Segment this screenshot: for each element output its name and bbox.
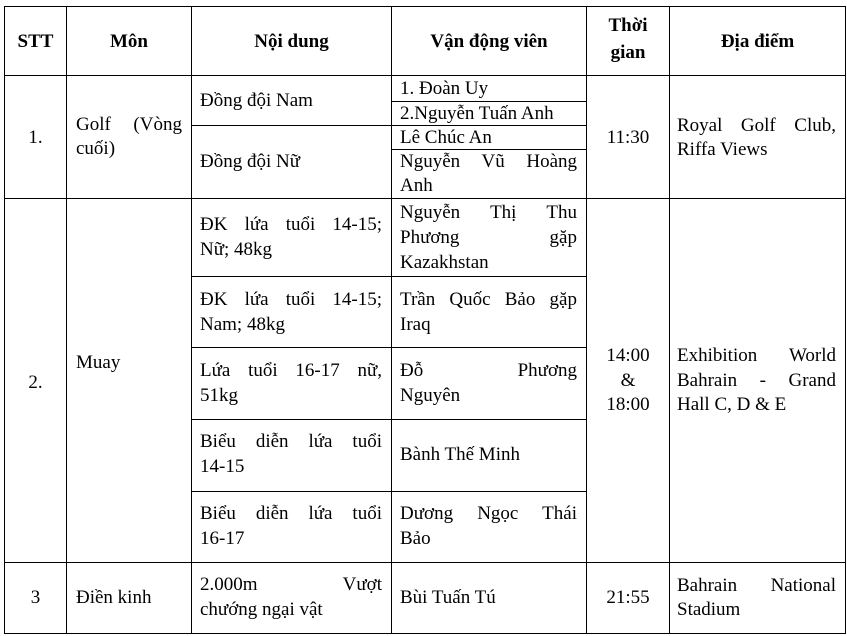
header-noi-dung: Nội dung bbox=[254, 31, 329, 52]
header-stt: STT bbox=[17, 31, 54, 52]
row1-venue: Royal Golf Club, bbox=[677, 115, 836, 136]
rule-row2-bottom bbox=[4, 562, 846, 563]
row2-item4-noi-dung: Biểu diễn lứa tuổi bbox=[200, 431, 382, 452]
row2-time-2: 18:00 bbox=[606, 394, 650, 415]
row1-mon: Golf (Vòng bbox=[76, 114, 182, 135]
header-dia-diem: Địa điểm bbox=[720, 31, 795, 52]
row2-item4-vdv: Bành Thế Minh bbox=[400, 444, 520, 465]
row2-item1-noi-dung-2: Nữ; 48kg bbox=[200, 239, 273, 260]
rule-muay-3 bbox=[191, 419, 586, 420]
row2-item1-vdv-2: Phương gặp bbox=[400, 227, 577, 248]
row1-noi-dung-nam: Đồng đội Nam bbox=[200, 90, 313, 111]
row2-item3-vdv-2: Nguyên bbox=[400, 385, 461, 406]
row2-item3-vdv: Đỗ Phương bbox=[400, 360, 577, 381]
row1-mon-2: cuối) bbox=[76, 138, 116, 159]
col-rule-1 bbox=[66, 6, 67, 634]
row3-noi-dung: 2.000m Vượt bbox=[200, 574, 382, 595]
row3-stt: 3 bbox=[30, 587, 41, 608]
rule-top bbox=[4, 6, 846, 7]
row2-item5-vdv-2: Bảo bbox=[400, 528, 431, 549]
row2-venue: Exhibition World bbox=[677, 345, 836, 366]
header-mon: Môn bbox=[110, 31, 148, 52]
row2-item1-vdv-3: Kazakhstan bbox=[400, 252, 489, 273]
row1-athlete-4-cont: Anh bbox=[400, 175, 433, 196]
col-rule-6 bbox=[845, 6, 846, 634]
row2-item2-vdv: Trần Quốc Bảo gặp bbox=[400, 289, 577, 310]
row2-mon: Muay bbox=[76, 352, 121, 373]
row3-mon: Điền kinh bbox=[76, 587, 152, 608]
header-van-dong-vien: Vận động viên bbox=[430, 31, 548, 52]
row2-item5-noi-dung-2: 16-17 bbox=[200, 528, 245, 549]
col-rule-3 bbox=[391, 6, 392, 634]
row2-item4-noi-dung-2: 14-15 bbox=[200, 456, 245, 477]
rule-muay-1 bbox=[191, 276, 586, 277]
row3-noi-dung-2: chướng ngại vật bbox=[200, 599, 323, 620]
row1-athlete-3: Lê Chúc An bbox=[400, 127, 492, 148]
row2-item2-noi-dung: ĐK lứa tuổi 14-15; bbox=[200, 289, 382, 310]
col-rule-5 bbox=[669, 6, 670, 634]
col-rule-2 bbox=[191, 6, 192, 634]
header-thoi-gian-2: gian bbox=[610, 42, 646, 63]
row1-athlete-2: 2.Nguyễn Tuấn Anh bbox=[400, 103, 554, 124]
rule-muay-2 bbox=[191, 347, 586, 348]
row1-stt: 1. bbox=[28, 127, 43, 148]
row2-item1-vdv: Nguyễn Thị Thu bbox=[400, 202, 577, 223]
col-rule-4 bbox=[586, 6, 587, 634]
row2-time-amp: & bbox=[620, 370, 636, 391]
row2-item2-vdv-2: Iraq bbox=[400, 314, 431, 335]
rule-row1-bottom bbox=[4, 198, 846, 199]
row2-stt: 2. bbox=[28, 372, 43, 393]
row1-noi-dung-nu: Đồng đội Nữ bbox=[200, 151, 301, 172]
row2-item3-noi-dung-2: 51kg bbox=[200, 385, 238, 406]
row2-item5-vdv: Dương Ngọc Thái bbox=[400, 503, 577, 524]
col-rule-0 bbox=[4, 6, 5, 634]
row3-venue-2: Stadium bbox=[677, 599, 741, 620]
rule-muay-4 bbox=[191, 491, 586, 492]
row1-athlete-4: Nguyễn Vũ Hoàng bbox=[400, 151, 577, 172]
row2-time: 14:00 bbox=[606, 345, 650, 366]
row2-venue-3: Hall C, D & E bbox=[677, 394, 787, 415]
rule-header-bottom bbox=[4, 75, 846, 76]
row2-item1-noi-dung: ĐK lứa tuổi 14-15; bbox=[200, 214, 382, 235]
row2-item3-noi-dung: Lứa tuổi 16-17 nữ, bbox=[200, 360, 382, 381]
row1-venue-2: Riffa Views bbox=[677, 139, 768, 160]
row1-athlete-1: 1. Đoàn Uy bbox=[400, 78, 489, 99]
row2-item5-noi-dung: Biểu diễn lứa tuổi bbox=[200, 503, 382, 524]
row2-venue-2: Bahrain - Grand bbox=[677, 370, 836, 391]
header-thoi-gian: Thời bbox=[608, 15, 648, 36]
rule-bottom bbox=[4, 633, 846, 634]
row2-item2-noi-dung-2: Nam; 48kg bbox=[200, 314, 285, 335]
row1-time: 11:30 bbox=[606, 127, 650, 148]
row3-vdv: Bùi Tuấn Tú bbox=[400, 587, 496, 608]
row3-venue: Bahrain National bbox=[677, 575, 836, 596]
row3-time: 21:55 bbox=[606, 587, 650, 608]
